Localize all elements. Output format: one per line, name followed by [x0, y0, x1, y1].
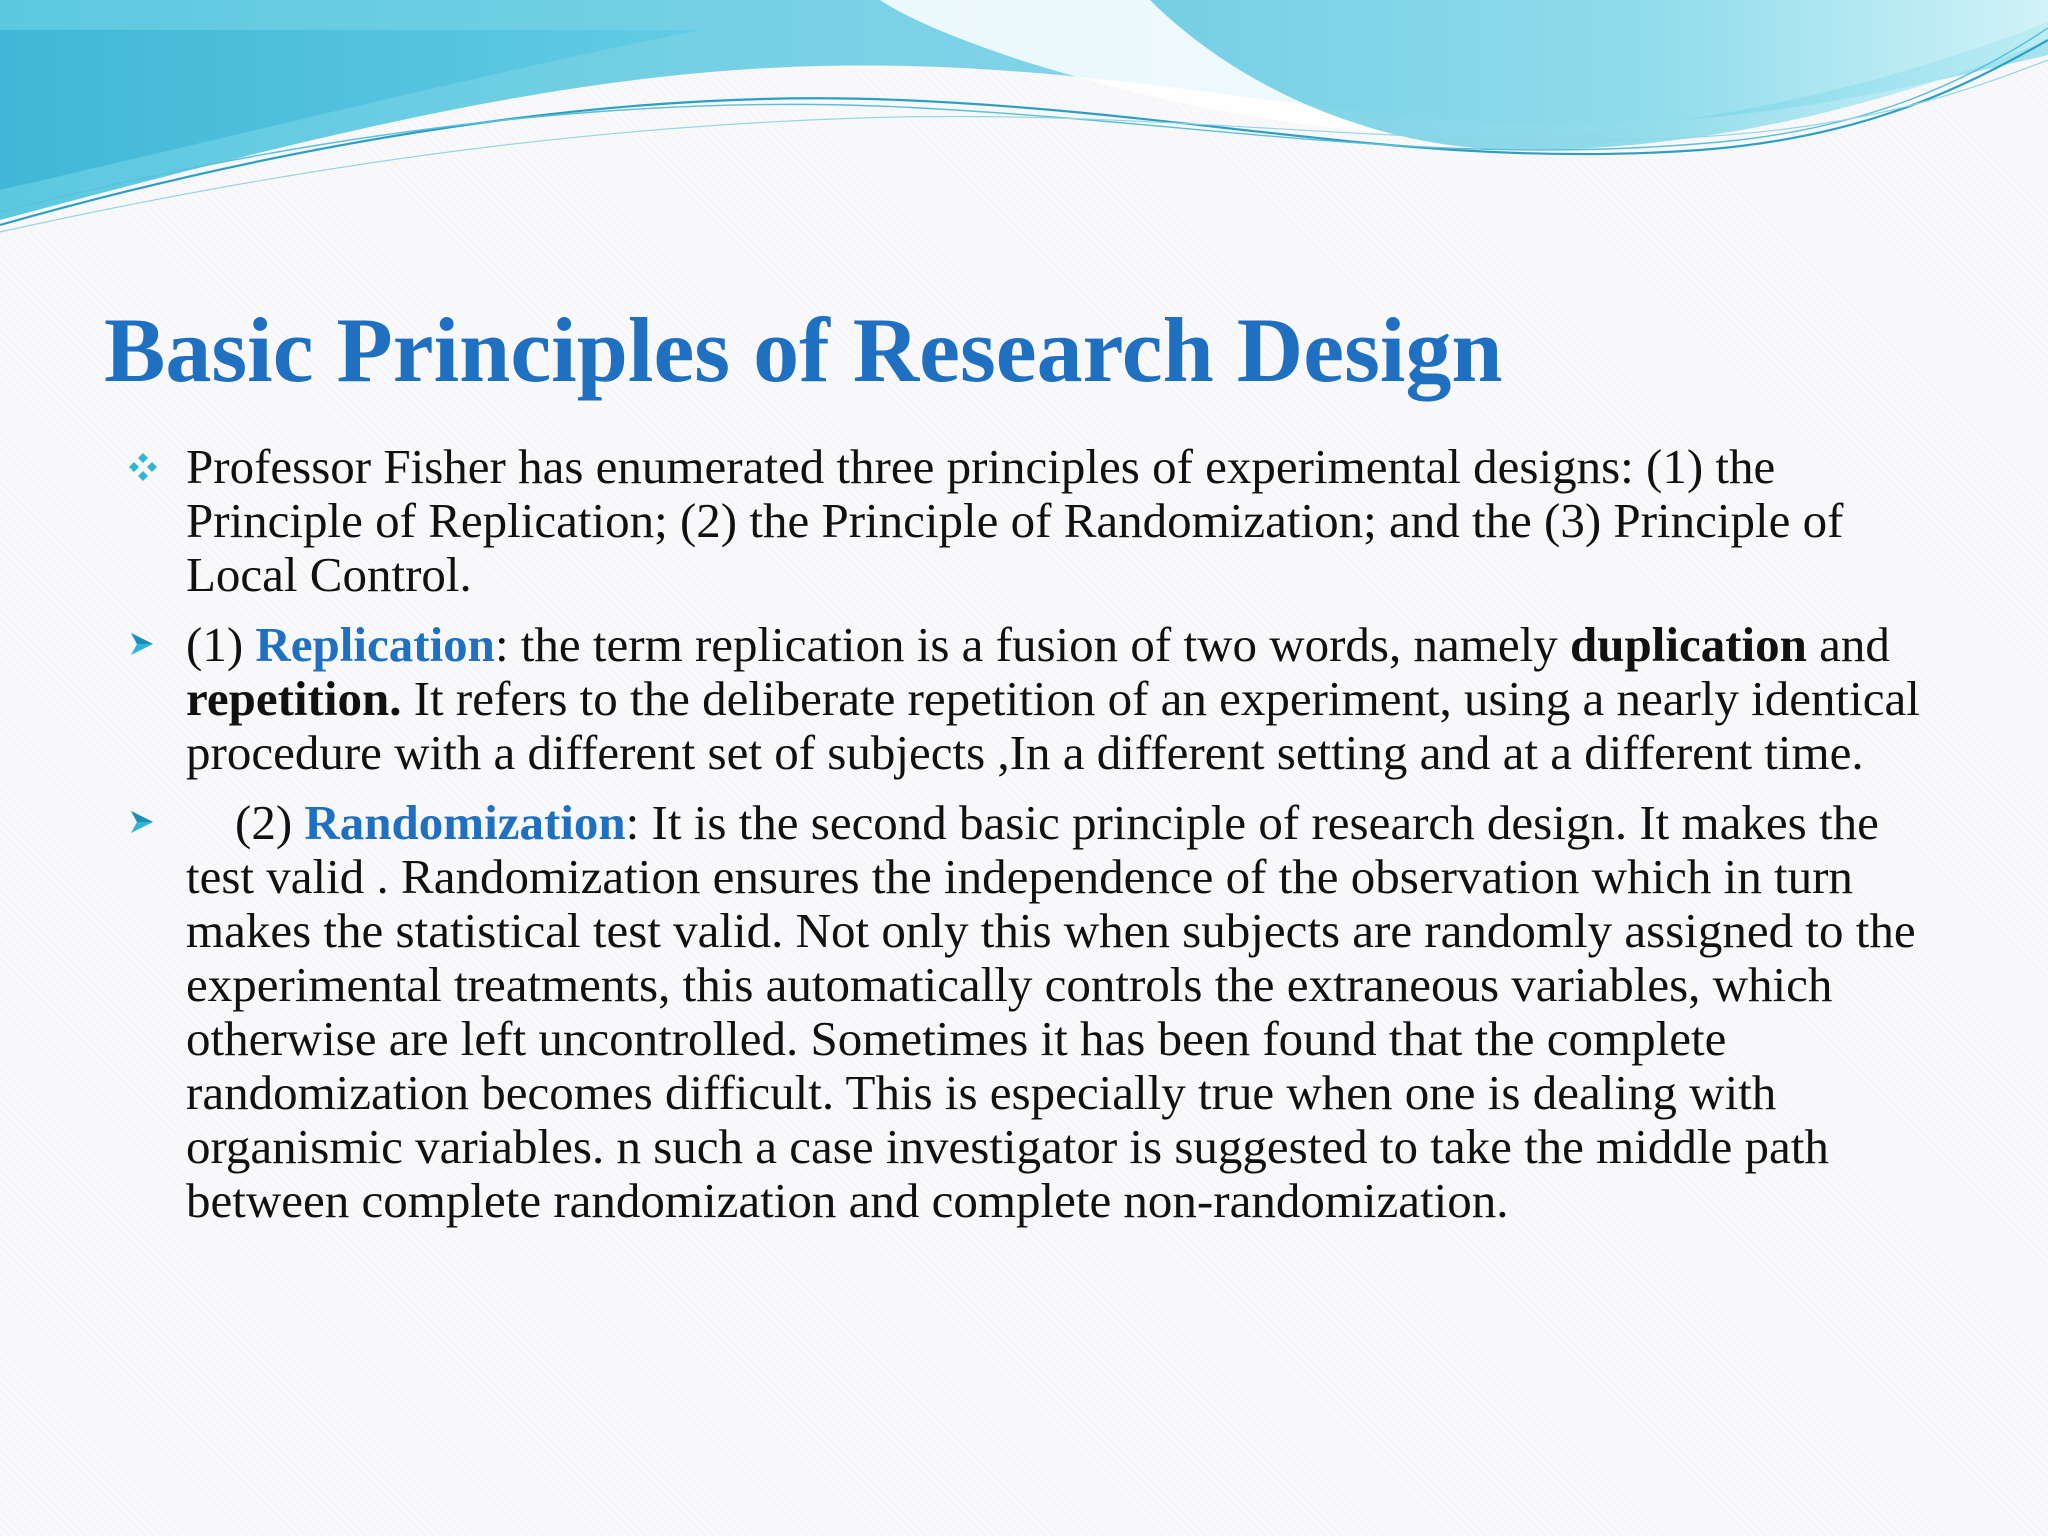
replication-keyword: Replication — [255, 617, 495, 672]
list-item — [128, 440, 1928, 602]
repetition-term: repetition. — [186, 671, 402, 726]
header-wave-decoration — [0, 0, 2048, 260]
list-item — [128, 796, 1928, 1228]
randomization-keyword: Randomization — [304, 795, 626, 850]
item-prefix: (2) — [186, 795, 305, 850]
diamond-cluster-icon — [128, 440, 162, 494]
item-prefix: (1) — [186, 617, 256, 672]
principles-intro-text: Professor Fisher has enumerated three principles of experimental designs: (1) the Principle of Replication; (2) the Principle of Randomization; and the (3) Principle of Local Control. — [186, 439, 1844, 602]
list-item — [128, 618, 1928, 780]
replication-text-2: and — [1806, 617, 1890, 672]
slide-title: Basic Principles of Research Design — [104, 299, 1503, 401]
randomization-text: : It is the second basic principle of research design. It makes the test valid . Randomization ensures the independence of the observation which in turn makes the statistical test valid. Not only this when subjects are randomly assigned to the experimental treatments, this automatically controls the extraneous variables, which otherwise are left uncontrolled. Sometimes it has been found that the complete randomization becomes difficult. This is especially true when one is dealing with organismic variables. n such a case investigator is suggested to take the middle path between complete randomization and complete non-randomization. — [186, 795, 1916, 1228]
arrow-bullet-icon — [128, 618, 162, 672]
bullet-list — [128, 440, 1928, 1244]
duplication-term: duplication — [1569, 617, 1807, 672]
replication-text-1: : the term replication is a fusion of two words, namely — [494, 617, 1570, 672]
replication-text-3: It refers to the deliberate repetition of an experiment, using a nearly identical procedure with a different set of subjects ,In a different setting and at a different time. — [186, 671, 1920, 780]
arrow-bullet-icon — [128, 796, 162, 850]
